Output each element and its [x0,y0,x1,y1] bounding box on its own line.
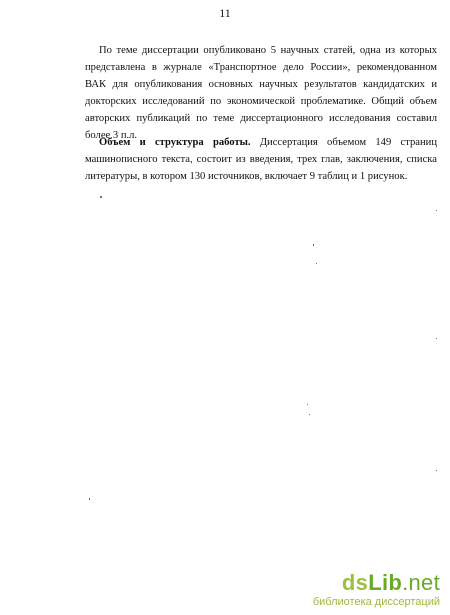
watermark-tagline: библиотека диссертаций [312,596,440,608]
scan-speck [436,470,437,471]
scan-speck [313,244,314,246]
structure-heading: Объем и структура работы. [99,137,251,148]
logo-ds: ds [341,570,369,595]
dslib-watermark [313,571,440,609]
paragraph-structure [85,134,437,185]
scan-speck [436,210,437,211]
scan-speck [307,404,308,405]
scan-speck [436,338,437,339]
scan-speck [309,414,310,415]
scan-speck [100,196,102,198]
page-number: 11 [219,6,231,20]
paragraph-publications: По теме диссертации опубликовано 5 научных статей, одна из которых представлена в журнале «Транспортное дело России», рекомендованном ВАК для опубликования основных научных результатов кандидатских и докторских исследований по экономической проблематике. Общий объем авторских публикаций по теме диссертационного исследования составил более 3 п.л. [85,45,437,141]
scan-speck [89,498,90,500]
scan-speck [316,263,317,264]
dslib-logo [313,571,440,595]
structure-text: Диссертация объемом 149 страниц машинописного текста, состоит из введения, трех глав, заключения, списка литературы, в котором 130 источников, включает 9 таблиц и 1 рисунок. [85,137,437,182]
logo-lib: Lib [368,570,403,595]
logo-net: .net [402,570,440,595]
